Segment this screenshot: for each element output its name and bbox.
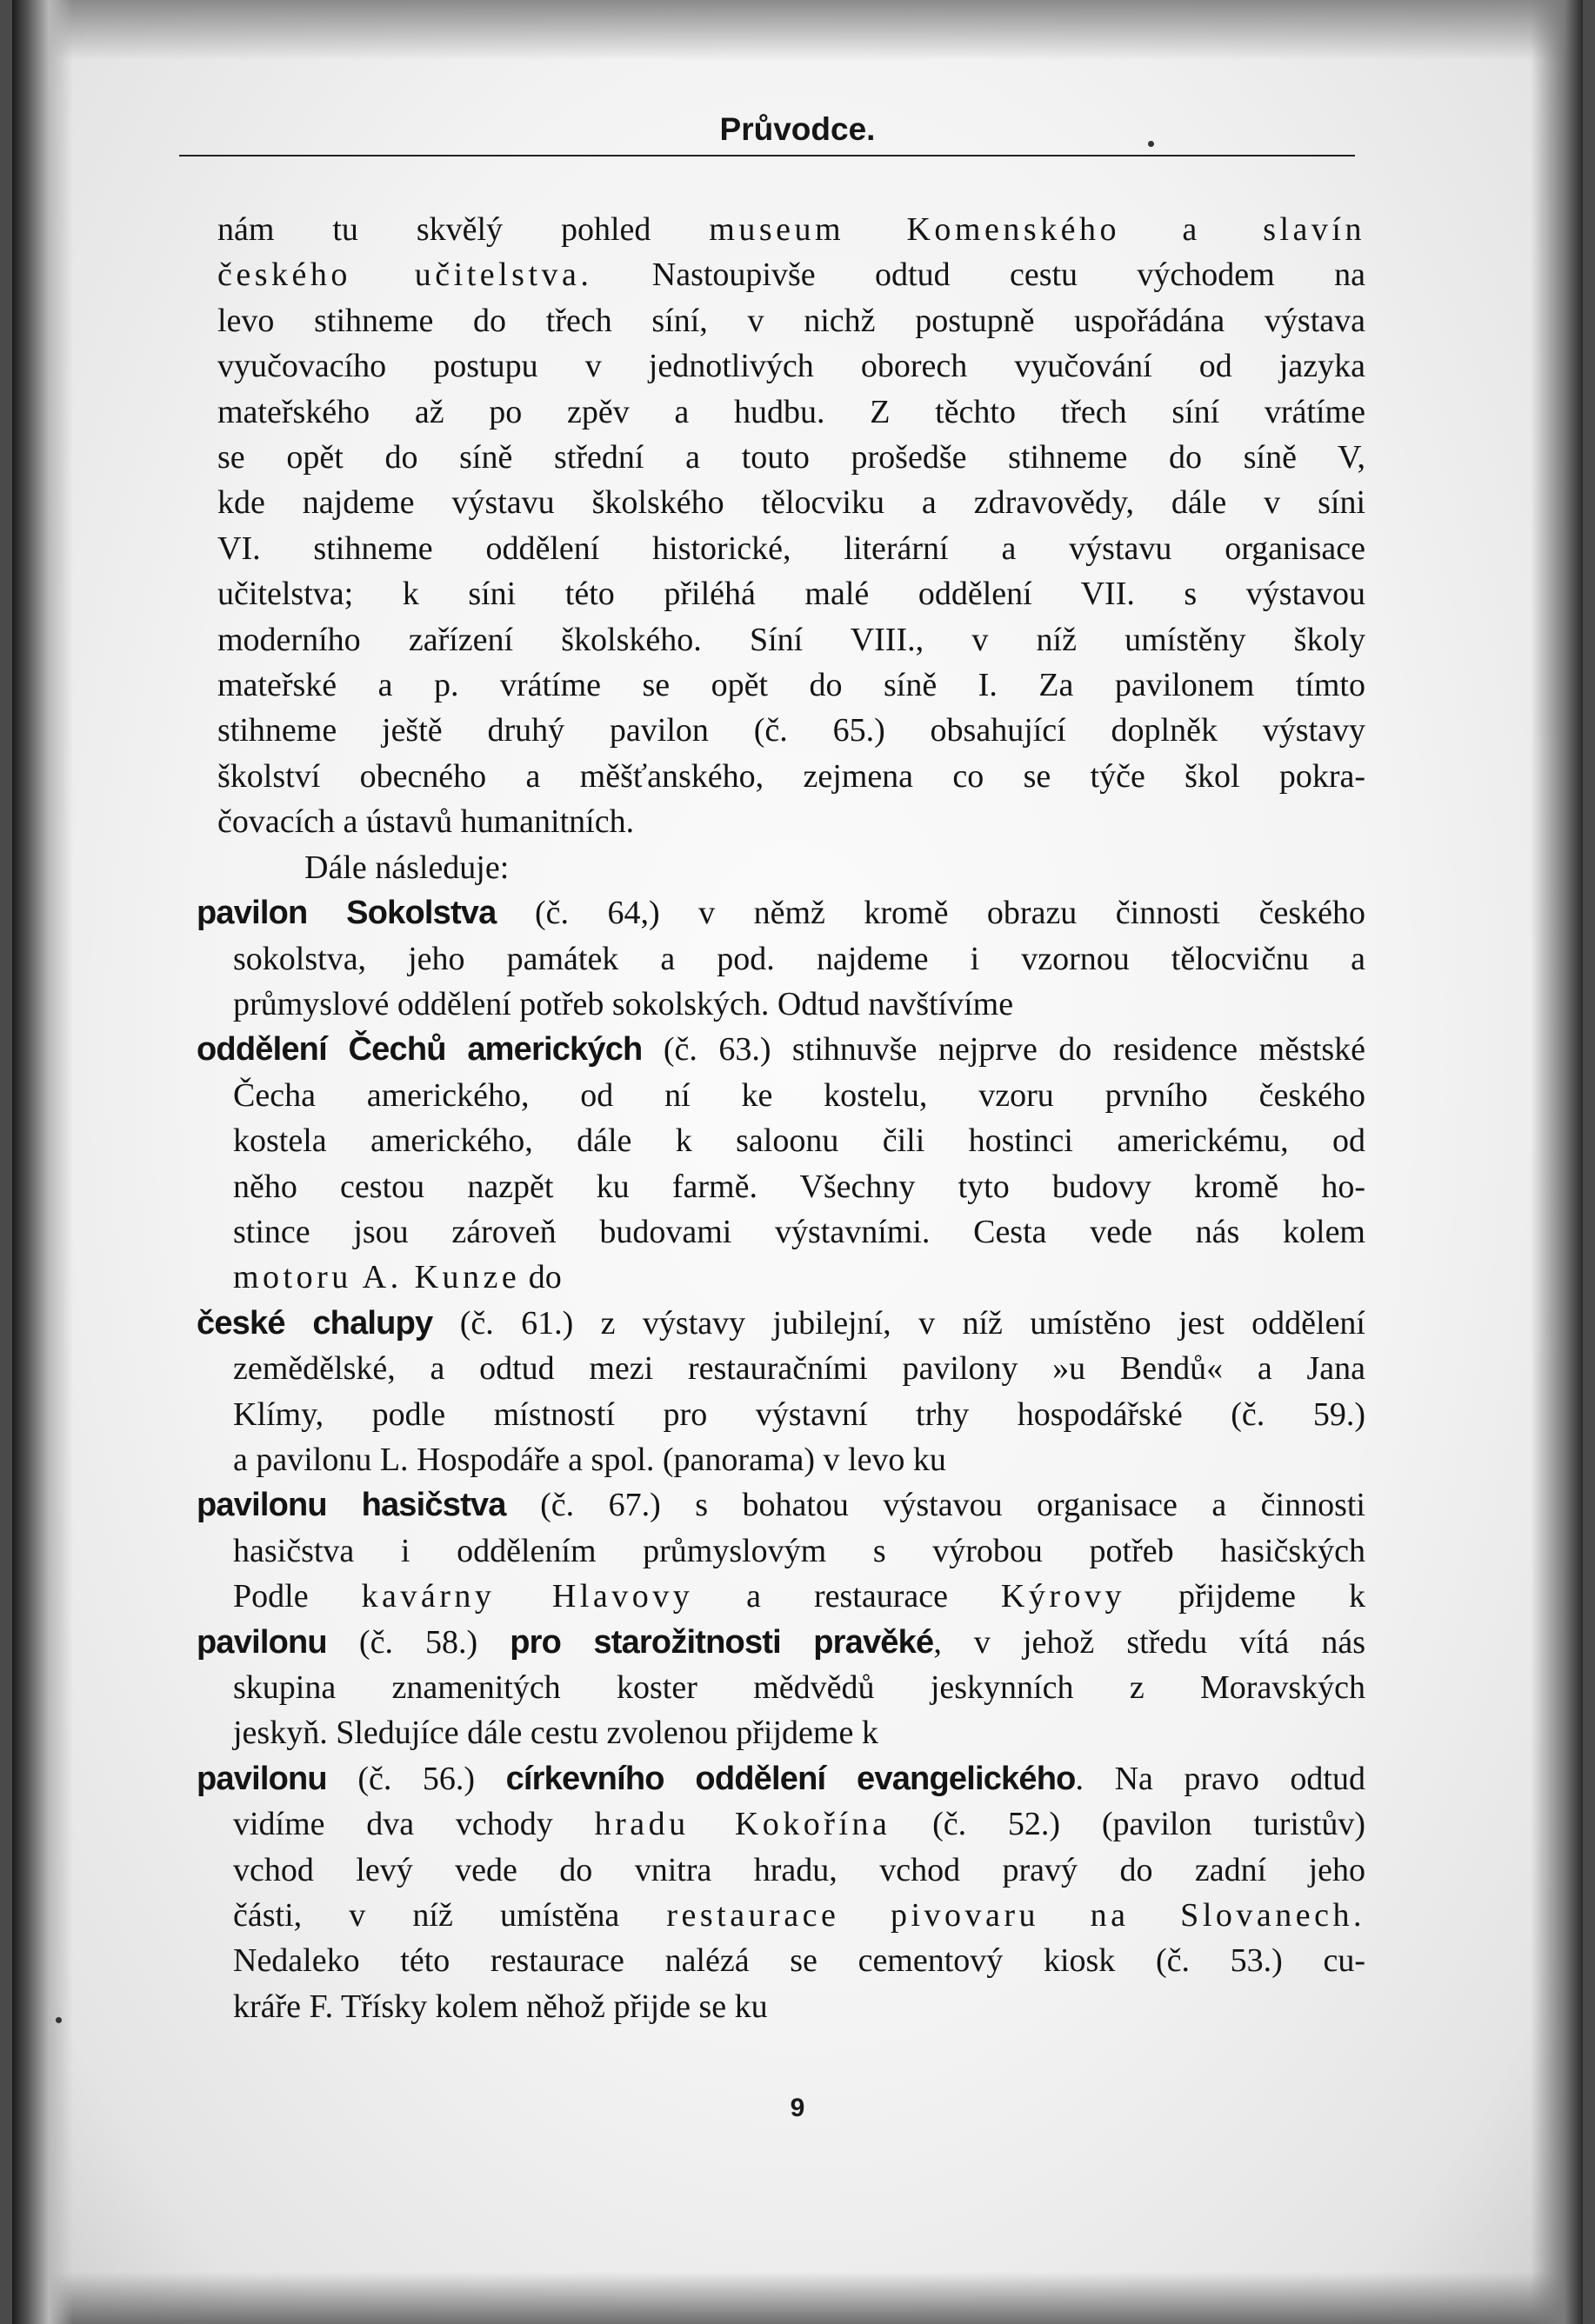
text-line: [217, 663, 1365, 708]
specks: [56, 2017, 62, 2023]
text-segment: jeskyň. Sledujíce dále cestu zvolenou přijdeme k: [233, 1715, 878, 1752]
text-segment: a pavilonu L. Hospodáře a spol. (panorama) v levo ku: [233, 1441, 946, 1478]
text-line: [217, 343, 1365, 389]
text-line: [217, 1437, 1365, 1482]
text-segment: levo stihneme do třech síní, v nichž postupně uspořádána výstava: [217, 302, 1365, 339]
scan-shadow-right: [1531, 0, 1583, 2324]
text-line: [217, 1118, 1365, 1163]
text-segment: vyučovacího postupu v jednotlivých oborech vyučování od jazyka: [217, 348, 1365, 385]
text-line: [217, 1801, 1365, 1847]
text-line: [197, 890, 1365, 936]
scan-shadow-top: [12, 0, 1583, 61]
text-segment: průmyslové oddělení potřeb sokolských. Odtud navštívíme: [233, 985, 1014, 1022]
text-segment: (č. 58.): [326, 1623, 511, 1661]
text-segment: Klímy, podle místností pro výstavní trhy hospodářské (č. 59.): [233, 1395, 1365, 1433]
text-line: [197, 1482, 1365, 1528]
text-segment: mateřské a p. vrátíme se opět do síně I. Za pavilonem tímto: [217, 667, 1365, 704]
text-segment: (č. 67.) s bohatou výstavou organisace a činnosti: [505, 1487, 1365, 1524]
text-line: [217, 390, 1365, 435]
text-segment: se opět do síně střední a touto prošedše stihneme do síně V,: [217, 439, 1365, 476]
text-segment: a restaurace: [693, 1578, 1001, 1615]
text-segment: (č. 64,) v němž kromě obrazu činnosti českého: [496, 895, 1365, 932]
text-line: [197, 1027, 1365, 1072]
spaced-emphasis: restaurace pivovaru na Slovanech.: [666, 1897, 1365, 1934]
text-line: [197, 1301, 1365, 1346]
text-segment: Podle: [233, 1578, 362, 1615]
text-line: [217, 252, 1365, 297]
text-segment: čovacích a ústavů humanitních.: [217, 803, 635, 841]
text-line: [197, 1620, 1365, 1665]
text-segment: Nastoupivše odtud cestu východem na: [592, 256, 1365, 294]
text-line: [217, 1255, 1365, 1300]
header-rule: [179, 155, 1355, 156]
bold-entry-term: pro starožitnosti pravěké: [510, 1623, 934, 1661]
text-line: [217, 982, 1365, 1027]
text-segment: vidíme dva vchody: [233, 1806, 595, 1843]
spaced-emphasis: kavárny Hlavovy: [361, 1578, 694, 1615]
text-segment: moderního zařízení školského. Síní VIII., v níž umístěny školy: [217, 621, 1365, 658]
text-segment: stince jsou zároveň budovami výstavními. Cesta vede nás kolem: [233, 1213, 1365, 1250]
bold-entry-term: církevního oddělení evangelického: [505, 1760, 1076, 1797]
text-segment: Čecha amerického, od ní ke kostelu, vzoru prvního českého: [233, 1076, 1365, 1114]
text-line: [217, 936, 1365, 982]
text-line: [217, 1346, 1365, 1391]
text-line: [217, 480, 1365, 525]
text-segment: , v jehož středu vítá nás: [933, 1623, 1365, 1661]
text-line: [217, 1893, 1365, 1938]
text-line: [217, 1164, 1365, 1209]
text-line: [217, 1848, 1365, 1893]
text-segment: (č. 61.) z výstavy jubilejní, v níž umístěno jest oddělení: [432, 1304, 1365, 1342]
text-line: [217, 1665, 1365, 1710]
text-line: [217, 1574, 1365, 1619]
spaced-emphasis: Kýrovy: [1000, 1578, 1126, 1615]
text-line: [217, 1392, 1365, 1437]
text-line: [217, 1984, 1365, 2029]
text-segment: (č. 63.) stihnuvše nejprve do residence městské: [642, 1031, 1365, 1069]
spaced-emphasis: museum Komenského a slavín: [709, 211, 1365, 248]
text-segment: . Na pravo odtud: [1075, 1760, 1365, 1797]
text-line: [217, 298, 1365, 343]
text-segment: nám tu skvělý pohled: [217, 211, 710, 248]
scan-shadow-bottom: [12, 2272, 1583, 2324]
text-segment: stihneme ještě druhý pavilon (č. 65.) obsahující doplněk výstavy: [217, 712, 1365, 749]
text-segment: VI. stihneme oddělení historické, literární a výstavu organisace: [217, 529, 1365, 567]
text-segment: sokolstva, jeho památek a pod. najdeme i vzornou tělocvičnu a: [233, 940, 1365, 977]
text-line: [217, 799, 1365, 844]
text-line: [217, 1938, 1365, 1983]
text-line: [217, 207, 1365, 252]
text-line: [217, 1073, 1365, 1118]
text-line: [197, 1756, 1365, 1801]
text-segment: kráře F. Třísky kolem něhož přijde se ku: [233, 1988, 768, 2025]
spaced-emphasis: českého učitelstva.: [217, 256, 593, 294]
text-line: [217, 1209, 1365, 1255]
text-line: [217, 435, 1365, 480]
body-text: [197, 207, 1365, 2029]
text-segment: kostela amerického, dále k saloonu čili hostinci americkému, od: [233, 1122, 1365, 1160]
bold-entry-term: české chalupy: [197, 1304, 433, 1342]
text-segment: hasičstva i oddělením průmyslovým s výrobou potřeb hasičských: [233, 1532, 1365, 1569]
text-segment: školství obecného a měšťanského, zejmena co se týče škol pokra-: [217, 757, 1365, 795]
text-line: [217, 754, 1365, 799]
text-line: [217, 571, 1365, 616]
text-segment: do: [520, 1259, 562, 1296]
text-segment: Nedaleko této restaurace nalézá se cementový kiosk (č. 53.) cu-: [233, 1942, 1365, 1980]
text-line: [217, 526, 1365, 571]
running-header: Průvodce.: [719, 111, 876, 147]
bold-entry-term: pavilon Sokolstva: [197, 895, 497, 932]
text-segment: kde najdeme výstavu školského tělocviku a zdravovědy, dále v síni: [217, 484, 1365, 522]
text-segment: Dále následuje:: [304, 849, 510, 886]
text-line: [217, 617, 1365, 663]
text-segment: skupina znamenitých koster mědvědů jeskynních z Moravských: [233, 1669, 1365, 1706]
page-number: 9: [790, 2094, 805, 2122]
spaced-emphasis: motoru A. Kunze: [233, 1259, 521, 1296]
bold-entry-term: oddělení Čechů amerických: [197, 1031, 643, 1069]
bold-entry-term: pavilonu hasičstva: [197, 1487, 506, 1524]
bold-entry-term: pavilonu: [197, 1760, 327, 1797]
bold-entry-term: pavilonu: [197, 1623, 327, 1661]
page: [12, 0, 1583, 2324]
text-line: [217, 1528, 1365, 1574]
text-segment: přijdeme k: [1125, 1578, 1365, 1615]
text-segment: zemědělské, a odtud mezi restauračními pavilony »u Bendů« a Jana: [233, 1350, 1365, 1388]
text-segment: učitelstva; k síni této přiléhá malé oddělení VII. s výstavou: [217, 576, 1365, 613]
text-segment: (č. 52.) (pavilon turistův): [891, 1806, 1365, 1843]
text-segment: části, v níž umístěna: [233, 1897, 667, 1934]
text-segment: něho cestou nazpět ku farmě. Všechny tyto budovy kromě ho-: [233, 1168, 1365, 1205]
text-segment: vchod levý vede do vnitra hradu, vchod pravý do zadní jeho: [233, 1851, 1365, 1888]
text-line: [217, 845, 1365, 890]
scan-shadow-left: [12, 0, 73, 2324]
text-segment: (č. 56.): [326, 1760, 506, 1797]
text-segment: mateřského až po zpěv a hudbu. Z těchto třech síní vrátíme: [217, 393, 1365, 430]
text-line: [217, 1710, 1365, 1755]
spaced-emphasis: hradu Kokořína: [594, 1806, 891, 1843]
text-line: [217, 708, 1365, 753]
